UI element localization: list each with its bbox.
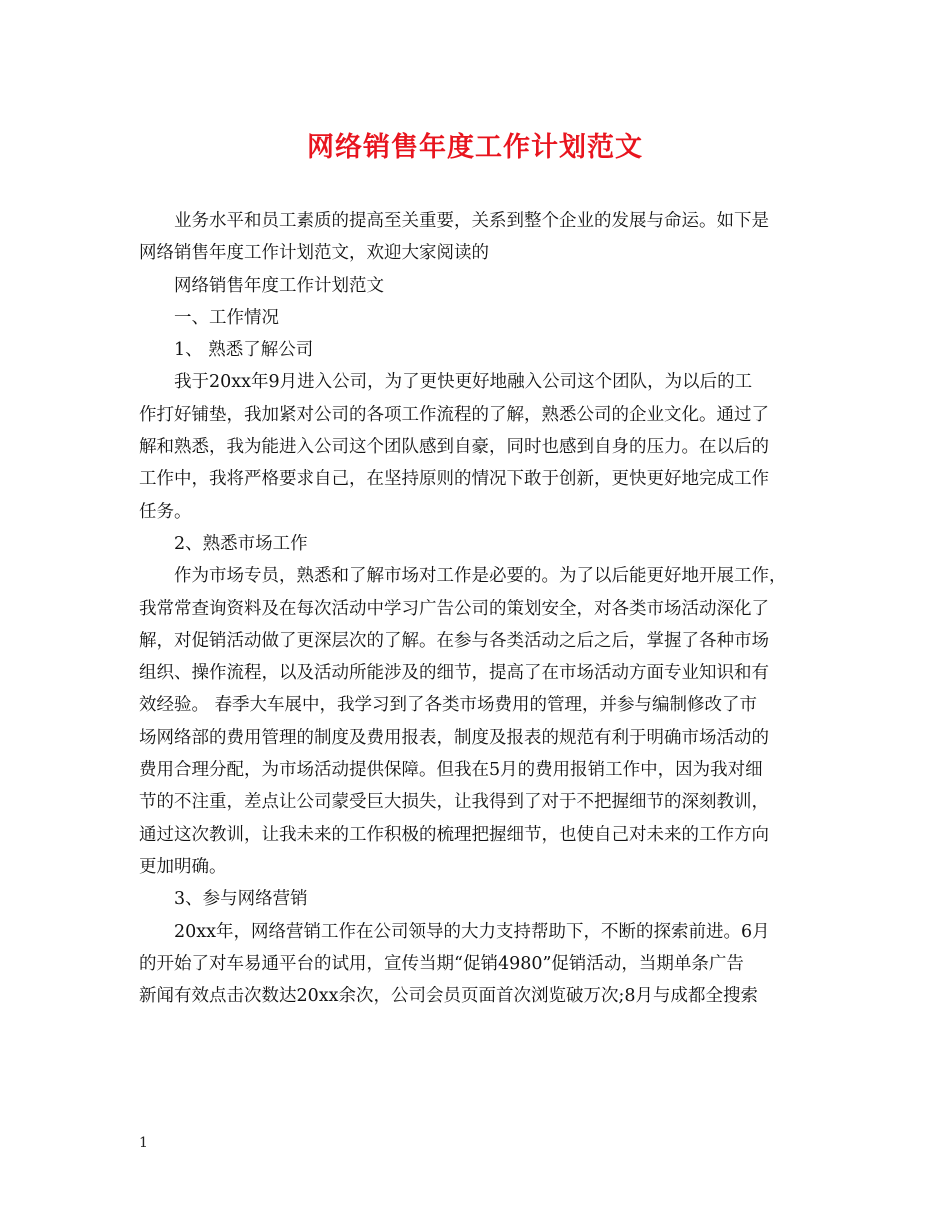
document-body: [139, 205, 819, 1012]
text-line: 节的不注重，差点让公司蒙受巨大损失，让我得到了对于不把握细节的深刻教训，: [139, 792, 769, 813]
paragraph: [139, 205, 819, 270]
text-line: 我常常查询资料及在每次活动中学习广告公司的策划安全，对各类市场活动深化了: [139, 598, 769, 619]
text-line: 解，对促销活动做了更深层次的了解。在参与各类活动之后之后，掌握了各种市场: [139, 630, 769, 651]
text-line: 一、工作情况: [174, 307, 279, 328]
text-line: 我于20xx年9月进入公司，为了更快更好地融入公司这个团队，为以后的工: [174, 372, 753, 393]
text-line: 场网络部的费用管理的制度及费用报表，制度及报表的规范有利于明确市场活动的: [139, 727, 769, 748]
text-line: 1、 熟悉了解公司: [174, 340, 314, 361]
text-line: 网络销售年度工作计划范文，欢迎大家阅读的: [139, 243, 489, 264]
paragraph: [139, 334, 819, 366]
text-line: 的开始了对车易通平台的试用，宣传当期“促销4980”促销活动，当期单条广告: [139, 953, 744, 974]
paragraph: [139, 916, 819, 1013]
text-line: 20xx年，网络营销工作在公司领导的大力支持帮助下，不断的探索前进。6月: [174, 921, 770, 942]
document-title: 网络销售年度工作计划范文: [307, 132, 643, 163]
paragraph: [139, 883, 819, 915]
text-line: 3、参与网络营销: [174, 889, 308, 910]
text-line: 网络销售年度工作计划范文: [174, 275, 384, 296]
text-line: 任务。: [139, 501, 192, 522]
paragraph: [139, 366, 819, 527]
text-line: 解和熟悉，我为能进入公司这个团队感到自豪，同时也感到自身的压力。在以后的: [139, 437, 769, 458]
paragraph: [139, 302, 819, 334]
text-line: 组织、操作流程，以及活动所能涉及的细节，提高了在市场活动方面专业知识和有: [139, 663, 769, 684]
paragraph: [139, 560, 819, 883]
text-line: 更加明确。: [139, 856, 227, 877]
page-number: 1: [139, 1135, 148, 1151]
paragraph: [139, 528, 819, 560]
text-line: 作打好铺垫，我加紧对公司的各项工作流程的了解，熟悉公司的企业文化。通过了: [139, 404, 769, 425]
text-line: 费用合理分配，为市场活动提供保障。但我在5月的费用报销工作中，因为我对细: [139, 760, 763, 781]
text-line: 工作中，我将严格要求自己，在坚持原则的情况下敢于创新，更快更好地完成工作: [139, 469, 769, 490]
text-line: 作为市场专员，熟悉和了解市场对工作是必要的。为了以后能更好地开展工作，: [174, 566, 787, 587]
paragraph: [139, 270, 819, 302]
text-line: 2、熟悉市场工作: [174, 533, 308, 554]
text-line: 新闻有效点击次数达20xx余次，公司会员页面首次浏览破万次;8月与成都全搜索: [139, 986, 759, 1007]
text-line: 通过这次教训，让我未来的工作积极的梳理把握细节，也使自己对未来的工作方向: [139, 824, 769, 845]
text-line: 效经验。 春季大车展中，我学习到了各类市场费用的管理，并参与编制修改了市: [139, 695, 758, 716]
text-line: 业务水平和员工素质的提高至关重要，关系到整个企业的发展与命运。如下是: [174, 211, 769, 231]
